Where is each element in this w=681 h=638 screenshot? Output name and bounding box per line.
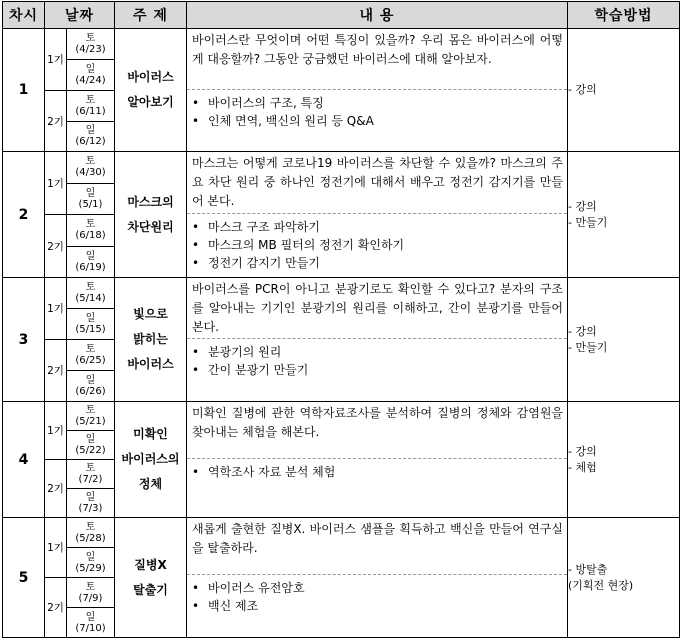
session-method [568, 152, 680, 278]
day-of-week: 토 [85, 156, 96, 168]
header-date: 날짜 [45, 2, 115, 29]
cohort-label: 1기 [45, 278, 67, 339]
date-value: (6/26) [75, 386, 106, 397]
cohort-label: 2기 [45, 578, 67, 637]
date-cell [67, 460, 114, 488]
bullet-icon: • [192, 114, 200, 128]
topic-line: 질병X [134, 557, 167, 572]
session-method [568, 278, 680, 402]
date-cell [67, 215, 114, 246]
session-content [187, 402, 568, 518]
session-row [3, 152, 680, 278]
date-value: (4/23) [75, 44, 106, 55]
content-bullet [192, 236, 567, 254]
day-of-week: 일 [85, 125, 96, 137]
bullet-text: 바이러스 유전암호 [208, 581, 305, 595]
bullet-text: 간이 분광기 만들기 [208, 363, 309, 377]
session-topic [115, 278, 187, 402]
schedule-table [2, 1, 680, 638]
date-value: (7/10) [75, 622, 106, 634]
date-cell [67, 121, 114, 152]
cohort-label: 1기 [45, 29, 67, 90]
content-bullet [192, 254, 567, 272]
session-row [3, 29, 680, 152]
day-of-week: 토 [85, 405, 96, 416]
cohort-block [45, 459, 114, 517]
method-line: - 강의 [568, 83, 597, 96]
day-of-week: 토 [85, 581, 96, 593]
date-cell [67, 91, 114, 121]
day-of-week: 토 [85, 344, 96, 355]
cohort-label: 2기 [45, 215, 67, 277]
cohort-label: 2기 [45, 91, 67, 151]
session-row [3, 402, 680, 518]
cohort-block [45, 152, 114, 214]
cohort-block [45, 214, 114, 277]
bullet-text: 인체 면역, 백신의 원리 등 Q&A [208, 114, 374, 128]
method-line: - 강의 [568, 444, 597, 458]
session-topic [115, 29, 187, 152]
day-of-week: 일 [85, 64, 96, 75]
content-bullet [192, 579, 567, 597]
session-topic [115, 152, 187, 278]
bullet-icon: • [192, 599, 200, 613]
day-of-week: 일 [85, 250, 96, 262]
schedule-body [3, 29, 680, 638]
cohort-block [45, 402, 114, 459]
header-topic: 주 제 [115, 2, 187, 29]
cohort-label: 1기 [45, 152, 67, 214]
date-cell [67, 488, 114, 517]
topic-line: 바이러스 [127, 70, 174, 84]
content-description: 바이러스란 무엇이며 어떤 특징이 있을까? 우리 몸은 바이러스에 어떻게 대응할까? 그동안 궁금했던 바이러스에 대해 알아보자. [187, 29, 567, 90]
header-method: 학습방법 [568, 2, 680, 29]
cohort-label: 1기 [45, 402, 67, 459]
date-value: (5/14) [75, 293, 106, 304]
method-line: (기획전 현장) [568, 578, 634, 592]
topic-line: 탈출기 [133, 582, 168, 597]
date-value: (5/15) [75, 324, 106, 335]
topic-line: 빛으로 [133, 307, 168, 321]
date-cell [67, 430, 114, 459]
cohort-block [45, 29, 114, 90]
cohort-label: 2기 [45, 340, 67, 401]
session-content [187, 152, 568, 278]
session-number: 2 [3, 152, 45, 278]
day-of-week: 일 [85, 492, 96, 503]
cohort-block [45, 278, 114, 339]
bullet-icon: • [192, 465, 200, 479]
session-row [3, 518, 680, 638]
method-line: - 방탈출 [568, 562, 608, 576]
date-value: (7/9) [78, 592, 103, 604]
topic-line: 마스크의 [127, 194, 174, 209]
bullet-icon: • [192, 256, 200, 270]
cohort-label: 2기 [45, 460, 67, 517]
method-line: - 강의 [568, 324, 597, 338]
method-line: - 만들기 [568, 215, 608, 229]
cohort-label: 1기 [45, 518, 67, 577]
session-content [187, 278, 568, 402]
bullet-icon: • [192, 238, 200, 252]
date-cell [67, 518, 114, 547]
date-cell [67, 402, 114, 430]
date-value: (7/3) [78, 503, 103, 514]
date-value: (5/1) [78, 198, 103, 210]
bullet-icon: • [192, 96, 200, 110]
session-dates [45, 29, 115, 152]
bullet-icon: • [192, 220, 200, 234]
date-cell [67, 308, 114, 339]
day-of-week: 토 [85, 463, 96, 474]
topic-line: 차단원리 [127, 219, 174, 234]
content-bullet [192, 343, 567, 361]
session-method [568, 29, 680, 152]
date-cell [67, 578, 114, 607]
day-of-week: 일 [85, 434, 96, 445]
date-value: (5/29) [75, 562, 106, 574]
content-bullet [192, 463, 567, 481]
cohort-block [45, 577, 114, 637]
content-bullet [192, 361, 567, 379]
session-number: 5 [3, 518, 45, 638]
session-dates [45, 278, 115, 402]
bullet-text: 분광기의 원리 [208, 345, 282, 359]
topic-line: 알아보기 [127, 95, 174, 109]
date-value: (6/25) [75, 355, 106, 366]
bullet-text: 바이러스의 구조, 특징 [208, 96, 324, 110]
cohort-block [45, 339, 114, 401]
date-cell [67, 370, 114, 401]
content-description: 바이러스를 PCR이 아니고 분광기로도 확인할 수 있다고? 분자의 구조를 알아내는 기기인 분광기의 원리를 이해하고, 간이 분광기를 만들어 본다. [187, 278, 567, 339]
bullet-text: 정전기 감지기 만들기 [208, 256, 320, 270]
session-topic [115, 402, 187, 518]
topic-line: 바이러스의 [121, 452, 180, 466]
day-of-week: 토 [85, 521, 96, 533]
date-value: (4/30) [75, 167, 106, 179]
date-value: (6/18) [75, 230, 106, 242]
session-method [568, 518, 680, 638]
content-description: 미확인 질병에 관한 역학자료조사를 분석하여 질병의 정체와 감염원을 찾아내는 체험을 해본다. [187, 402, 567, 459]
date-cell [67, 152, 114, 183]
content-bullet [192, 218, 567, 236]
method-line: - 체험 [568, 460, 597, 474]
date-value: (6/11) [75, 105, 106, 117]
day-of-week: 토 [85, 282, 96, 293]
date-value: (7/2) [78, 474, 103, 485]
date-value: (6/19) [75, 261, 106, 273]
content-description: 새롭게 출현한 질병X. 바이러스 샘플을 획득하고 백신을 만들어 연구실을 탈출하라. [187, 518, 567, 575]
content-description: 마스크는 어떻게 코로나19 바이러스를 차단할 수 있을까? 마스크의 주요 차단 원리 중 하나인 정전기에 대해서 배우고 정전기 감지기를 만들어 본다. [187, 152, 567, 214]
content-bullet [192, 94, 567, 112]
date-value: (5/28) [75, 532, 106, 544]
header-content: 내 용 [187, 2, 568, 29]
cohort-block [45, 518, 114, 577]
header-row [3, 2, 680, 29]
method-line: - 만들기 [568, 340, 608, 354]
session-content [187, 518, 568, 638]
bullet-icon: • [192, 363, 200, 377]
session-dates [45, 402, 115, 518]
date-cell [67, 246, 114, 278]
day-of-week: 일 [85, 187, 96, 199]
date-cell [67, 29, 114, 59]
bullet-icon: • [192, 345, 200, 359]
date-cell [67, 340, 114, 370]
topic-line: 밝히는 [133, 332, 168, 346]
day-of-week: 토 [85, 219, 96, 231]
day-of-week: 일 [85, 375, 96, 386]
session-dates [45, 152, 115, 278]
date-value: (5/21) [75, 416, 106, 427]
date-cell [67, 183, 114, 215]
session-topic [115, 518, 187, 638]
session-number: 3 [3, 278, 45, 402]
day-of-week: 일 [85, 611, 96, 623]
date-cell [67, 278, 114, 308]
day-of-week: 일 [85, 551, 96, 563]
method-line: - 강의 [568, 199, 597, 213]
content-bullet [192, 112, 567, 130]
date-value: (4/24) [75, 75, 106, 86]
session-content [187, 29, 568, 152]
topic-line: 미확인 [133, 427, 168, 441]
session-dates [45, 518, 115, 638]
bullet-text: 마스크 구조 파악하기 [208, 220, 320, 234]
topic-line: 바이러스 [127, 357, 174, 371]
bullet-text: 백신 제조 [208, 599, 259, 613]
content-bullet [192, 597, 567, 615]
day-of-week: 일 [85, 313, 96, 324]
cohort-block [45, 90, 114, 151]
bullet-text: 마스크의 MB 필터의 정전기 확인하기 [208, 238, 405, 252]
date-cell [67, 607, 114, 637]
day-of-week: 토 [85, 94, 96, 106]
bullet-icon: • [192, 581, 200, 595]
day-of-week: 토 [85, 33, 96, 44]
session-number: 1 [3, 29, 45, 152]
date-value: (5/22) [75, 445, 106, 456]
session-method [568, 402, 680, 518]
date-cell [67, 59, 114, 90]
date-value: (6/12) [75, 136, 106, 148]
date-cell [67, 547, 114, 577]
bullet-text: 역학조사 자료 분석 체험 [208, 465, 336, 479]
session-number: 4 [3, 402, 45, 518]
session-row [3, 278, 680, 402]
topic-line: 정체 [138, 477, 163, 491]
header-session: 차시 [3, 2, 45, 29]
